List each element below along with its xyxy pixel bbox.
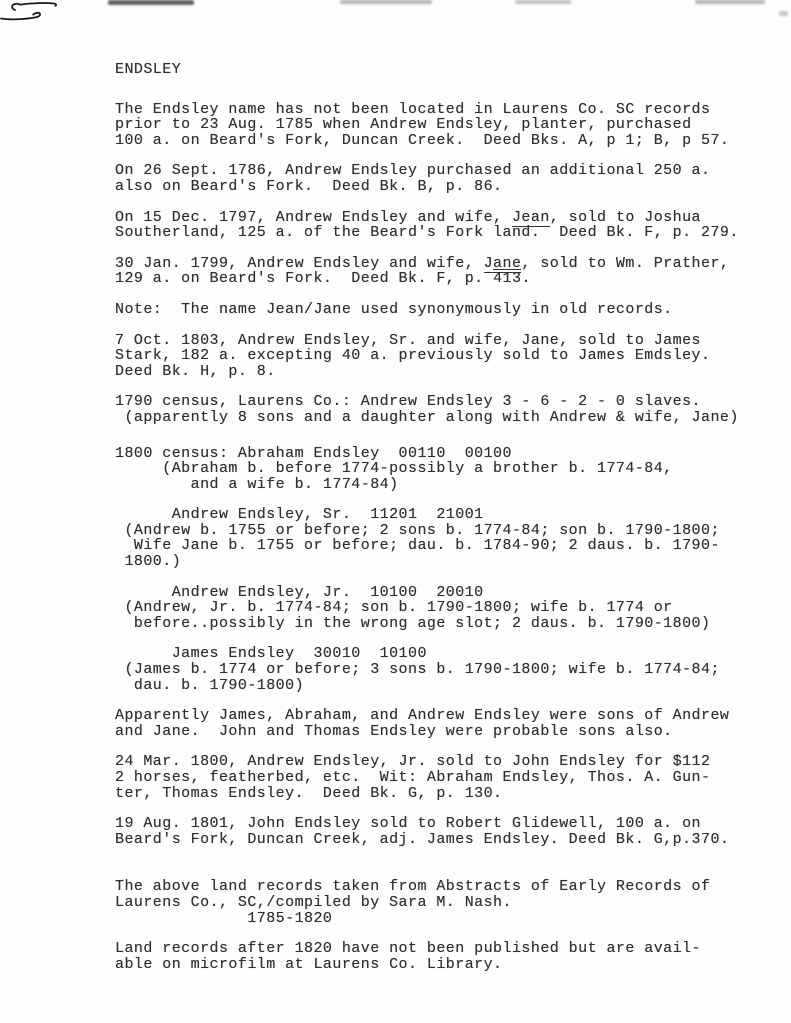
- para-census-andrew-jr: [115, 585, 777, 632]
- text-line: The above land records taken from Abstracts of Early Records of: [115, 878, 711, 896]
- text-line: 1790 census, Laurens Co.: Andrew Endsley 3 - 6 - 2 - 0 slaves.: [115, 393, 701, 411]
- para-intro-1785-purchase: [115, 102, 777, 149]
- text-line: Beard's Fork, Duncan Creek, adj. James Endsley. Deed Bk. G,p.370.: [115, 830, 730, 848]
- text-line: 129 a. on Beard's Fork. Deed Bk. F, p. 413.: [115, 270, 531, 288]
- para-sons-summary: [115, 708, 777, 739]
- text-line: also on Beard's Fork. Deed Bk. B, p. 86.: [115, 177, 503, 195]
- text-line: James Endsley 30010 10100: [115, 645, 427, 663]
- para-1790-census: [115, 394, 777, 425]
- text-line: (Andrew, Jr. b. 1774-84; son b. 1790-1800; wife b. 1774 or: [115, 599, 673, 617]
- para-1786-purchase: [115, 163, 777, 194]
- text-line: Laurens Co., SC,/compiled by Sara M. Nash.: [115, 893, 512, 911]
- text-line: Apparently James, Abraham, and Andrew Endsley were sons of Andrew: [115, 707, 730, 725]
- text-line: 100 a. on Beard's Fork, Duncan Creek. Deed Bks. A, p 1; B, p 57.: [115, 131, 730, 149]
- para-census-andrew-sr: [115, 507, 777, 569]
- text-line: Andrew Endsley, Sr. 11201 21001: [115, 506, 484, 524]
- text-line: before..possibly in the wrong age slot; 2 daus. b. 1790-1800): [115, 614, 711, 632]
- para-1800-census-abraham: [115, 446, 777, 493]
- text-line: On 15 Dec. 1797, Andrew Endsley and wife, Jean, sold to Joshua: [115, 208, 702, 226]
- text-line: 1785-1820: [115, 909, 333, 927]
- text-line: (Abraham b. before 1774-possibly a brother b. 1774-84,: [115, 460, 673, 478]
- page-title: ENDSLEY: [115, 61, 182, 78]
- text-line: The Endsley name has not been located in Laurens Co. SC records: [115, 100, 711, 118]
- text-line: Southerland, 125 a. of the Beard's Fork land. Deed Bk. F, p. 279.: [115, 224, 739, 242]
- text-line: and Jane. John and Thomas Endsley were probable sons also.: [115, 722, 673, 740]
- text-line: Stark, 182 a. excepting 40 a. previously sold to James Emdsley.: [115, 347, 711, 365]
- text-line: 7 Oct. 1803, Andrew Endsley, Sr. and wife, Jane, sold to James: [115, 331, 701, 349]
- para-1801-sale: [115, 816, 777, 847]
- text-line: 2 horses, featherbed, etc. Wit: Abraham Endsley, Thos. A. Gun-: [115, 769, 711, 786]
- text-line: 1800.): [115, 553, 182, 571]
- text-line: Deed Bk. H, p. 8.: [115, 362, 276, 380]
- para-1797-sale: [115, 210, 777, 241]
- text-line: Andrew Endsley, Jr. 10100 20010: [115, 583, 484, 601]
- text-line: dau. b. 1790-1800): [115, 676, 305, 694]
- text-line: 19 Aug. 1801, John Endsley sold to Robert Glidewell, 100 a. on: [115, 815, 701, 833]
- text-line: 24 Mar. 1800, Andrew Endsley, Jr. sold to John Endsley for $112: [115, 753, 711, 771]
- text-line: On 26 Sept. 1786, Andrew Endsley purchased an additional 250 a.: [115, 162, 711, 180]
- text-line: (James b. 1774 or before; 3 sons b. 1790-1800; wife b. 1774-84;: [115, 661, 720, 679]
- text-line: Wife Jane b. 1755 or before; dau. b. 1784-90; 2 daus. b. 1790-: [115, 537, 720, 555]
- text-line: (apparently 8 sons and a daughter along with Andrew & wife, Jane): [115, 408, 739, 426]
- text-line: Note: The name Jean/Jane used synonymously in old records.: [115, 300, 673, 318]
- text-line: 1800 census: Abraham Endsley 00110 00100: [115, 444, 512, 462]
- text-line: able on microfilm at Laurens Co. Library.: [115, 955, 503, 973]
- text-line: prior to 23 Aug. 1785 when Andrew Endsley, planter, purchased: [115, 116, 692, 134]
- para-1800-bill-of-sale: [115, 754, 777, 801]
- text-line: Land records after 1820 have not been published but are avail-: [115, 940, 701, 958]
- text-line: 30 Jan. 1799, Andrew Endsley and wife, Jane, sold to Wm. Prather,: [115, 254, 730, 272]
- text-line: ter, Thomas Endsley. Deed Bk. G, p. 130.: [115, 784, 503, 802]
- para-note-jean-jane: [115, 302, 777, 318]
- text-line: (Andrew b. 1755 or before; 2 sons b. 1774-84; son b. 1790-1800;: [115, 521, 720, 539]
- para-source-attribution: [115, 879, 777, 926]
- para-closing-note: [115, 941, 777, 972]
- para-1799-sale: [115, 256, 777, 287]
- para-1803-sale: [115, 333, 777, 380]
- para-census-james: [115, 646, 777, 693]
- text-line: and a wife b. 1774-84): [115, 475, 399, 493]
